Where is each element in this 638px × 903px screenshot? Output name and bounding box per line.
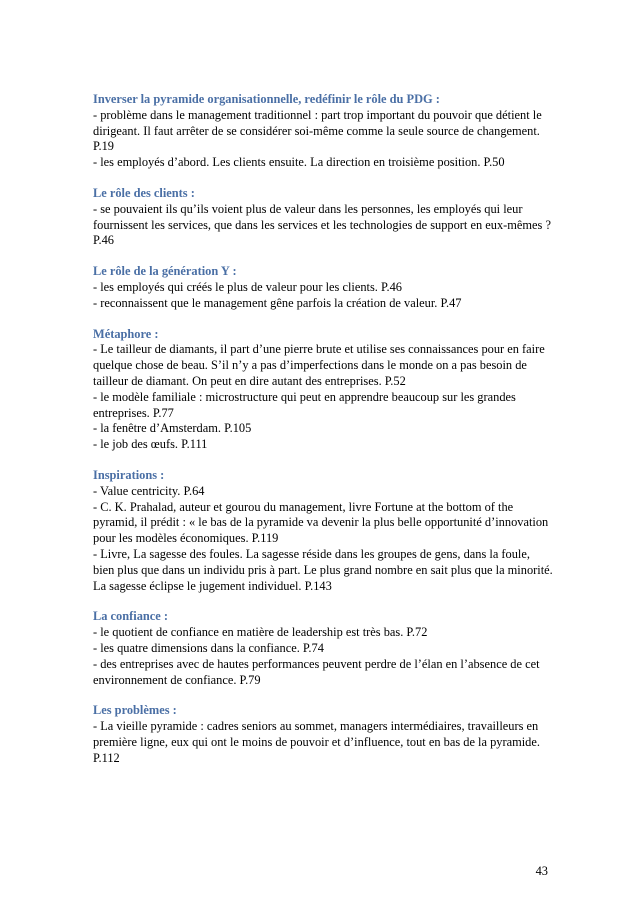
section-confiance (93, 609, 553, 688)
section-heading: Le rôle des clients : (93, 185, 195, 200)
section-heading: Inverser la pyramide organisationnelle, redéfinir le rôle du PDG : (93, 92, 440, 106)
list-item: - les employés qui créés le plus de valeur pour les clients. P.46 (93, 279, 403, 294)
list-item: - reconnaissent que le management gêne parfois la création de valeur. P.47 (93, 295, 462, 310)
section-problemes (93, 703, 553, 766)
section-inverser-pyramide (93, 92, 553, 171)
list-item: - les quatre dimensions dans la confiance. P.74 (93, 640, 324, 655)
list-item: - Livre, La sagesse des foules. La sagesse réside dans les groupes de gens, dans la foule, bien plus que dans un individu pris à part. Le plus grand nombre en sait plus que la minorité. La sagesse éclipse le jugement individuel. P.143 (93, 546, 553, 593)
section-heading: Le rôle de la génération Y : (93, 264, 237, 279)
section-role-generation-y (93, 264, 553, 311)
section-heading: Les problèmes : (93, 703, 177, 718)
section-inspirations (93, 468, 553, 594)
section-heading: La confiance : (93, 609, 169, 624)
section-metaphore (93, 327, 553, 453)
document-page (93, 92, 553, 781)
list-item: - des entreprises avec de hautes performances peuvent perdre de l’élan en l’absence de cet environnement de confiance. P.79 (93, 656, 540, 687)
list-item: - les employés d’abord. Les clients ensuite. La direction en troisième position. P.50 (93, 155, 505, 170)
list-item: - problème dans le management traditionnel : part trop important du pouvoir que détient le dirigeant. Il faut arrêter de se considérer soi-même comme la seule source de changement. P.19 (93, 107, 542, 154)
section-role-clients (93, 186, 553, 249)
list-item: - le modèle familiale : microstructure qui peut en apprendre beaucoup sur les grandes entreprises. P.77 (93, 389, 516, 420)
list-item: - C. K. Prahalad, auteur et gourou du management, livre Fortune at the bottom of the pyramid, il prédit : « le bas de la pyramide va devenir la plus belle opportunité d’innovation pour les modèles économiques. P.119 (93, 499, 549, 546)
list-item: - La vieille pyramide : cadres seniors au sommet, managers intermédiaires, travailleurs en première ligne, eux qui ont le moins de pouvoir et d’influence, tout en bas de la pyramide. P.112 (93, 719, 540, 765)
list-item: - Value centricity. P.64 (93, 483, 205, 498)
section-heading: Métaphore : (93, 326, 159, 341)
list-item: - se pouvaient ils qu’ils voient plus de valeur dans les personnes, les employés qui leur fournissent les services, que dans les services et les technologies de support en eux-mêmes ? P.46 (93, 201, 551, 248)
page-number: 43 (535, 864, 548, 878)
list-item: - la fenêtre d’Amsterdam. P.105 (93, 421, 252, 436)
list-item: - Le tailleur de diamants, il part d’une pierre brute et utilise ses connaissances pour en faire quelque chose de beau. S’il n’y a pas d’imperfections dans le monde on a pas besoin de tailleur de diamant. On peut en dire autant des entreprises. P.52 (93, 342, 545, 388)
list-item: - le job des œufs. P.111 (93, 437, 208, 452)
list-item: - le quotient de confiance en matière de leadership est très bas. P.72 (93, 625, 428, 640)
section-heading: Inspirations : (93, 467, 165, 482)
